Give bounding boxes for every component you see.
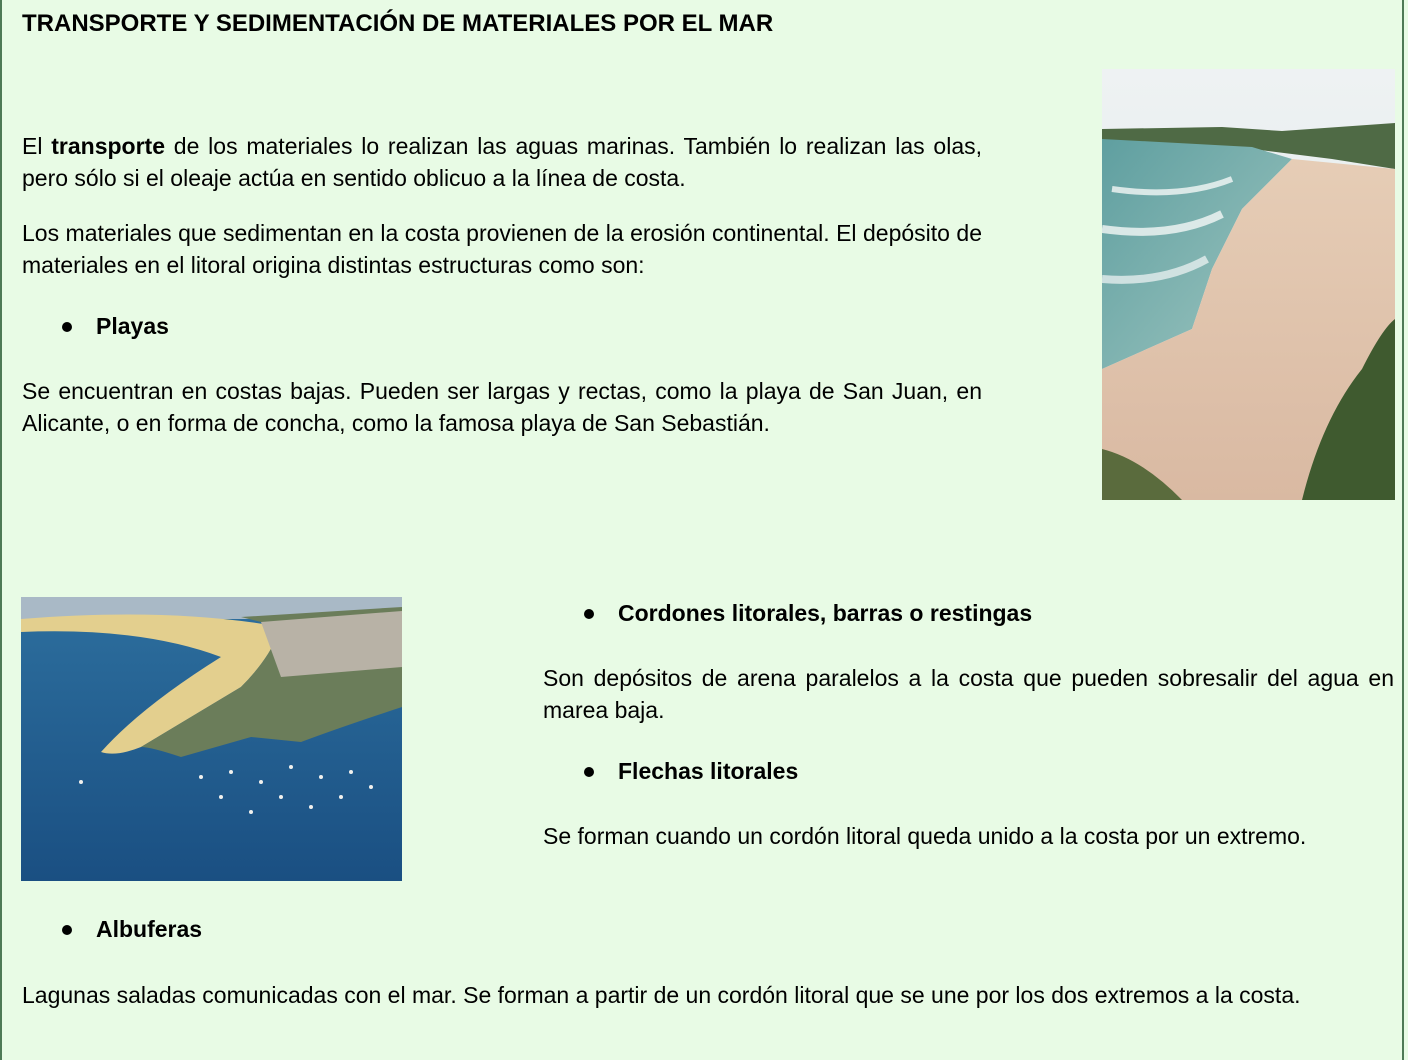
bullet-cordones	[584, 600, 1032, 627]
bullet-cordones-label: Cordones litorales, barras o restingas	[618, 600, 1033, 626]
intro-text-pre: El	[22, 133, 52, 159]
intro-text-post: de los materiales lo realizan las aguas marinas. También lo realizan las olas, pero sólo si el oleaje actúa en sentido oblicuo a la línea de costa.	[22, 133, 983, 191]
intro-paragraph-deposits: Los materiales que sedimentan en la costa provienen de la erosión continental. El depósito de materiales en el litoral origina distintas estructuras como son:	[22, 220, 982, 278]
bullet-dot	[584, 767, 594, 777]
bullet-dot	[62, 322, 72, 332]
intro-paragraph-transport	[22, 130, 982, 194]
bullet-dot	[584, 609, 594, 619]
aerial-sandbar-photo	[21, 597, 402, 881]
bullet-albuferas	[62, 916, 202, 943]
bullet-flechas	[584, 758, 798, 785]
flechas-paragraph: Se forman cuando un cordón litoral queda unido a la costa por un extremo.	[543, 823, 1307, 849]
playas-paragraph: Se encuentran en costas bajas. Pueden ser largas y rectas, como la playa de San Juan, en Alicante, o en forma de concha, como la famosa playa de San Sebastián.	[22, 378, 982, 436]
intro-text-bold: transporte	[51, 133, 165, 159]
bullet-dot	[62, 925, 72, 935]
bullet-playas	[62, 313, 169, 340]
bullet-flechas-label: Flechas litorales	[618, 758, 799, 784]
bullet-albuferas-label: Albuferas	[96, 916, 203, 942]
albuferas-paragraph: Lagunas saladas comunicadas con el mar. Se forman a partir de un cordón litoral que se une por los dos extremos a la costa.	[22, 982, 1301, 1008]
cordones-paragraph: Son depósitos de arena paralelos a la costa que pueden sobresalir del agua en marea baja.	[543, 665, 1394, 723]
page-title: TRANSPORTE Y SEDIMENTACIÓN DE MATERIALES POR EL MAR	[22, 10, 774, 37]
bullet-playas-label: Playas	[96, 313, 169, 339]
beach-photo	[1102, 69, 1395, 500]
